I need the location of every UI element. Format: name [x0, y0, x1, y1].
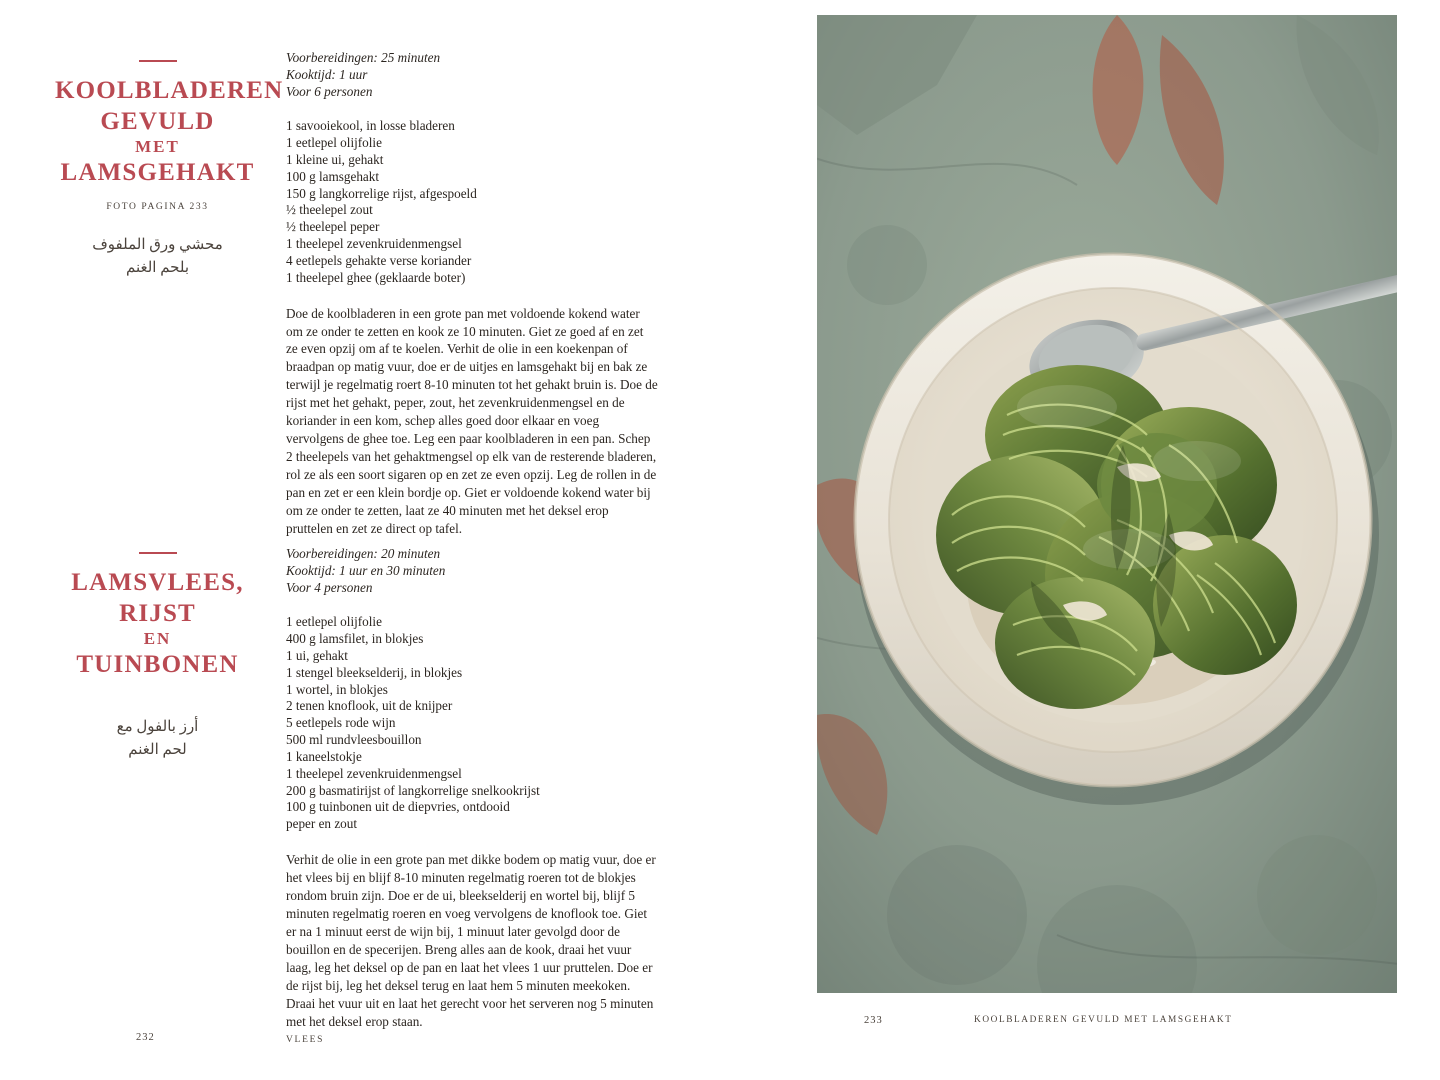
- arabic-title-1-line-1: محشي ورق الملفوف: [92, 237, 223, 254]
- right-page: [752, 0, 1440, 1080]
- recipe-body-1: [286, 50, 658, 538]
- ingredient-item: ½ theelepel peper: [286, 219, 380, 235]
- recipe-title-block-2: [55, 552, 260, 763]
- ingredient-item: 1 kaneelstokje: [286, 748, 362, 764]
- recipe-1-cook-time: Kooktijd: 1 uur: [286, 66, 368, 82]
- arabic-title-1-line-2: بلحم الغنم: [125, 260, 190, 277]
- ingredient-item: 4 eetlepels gehakte verse koriander: [286, 252, 472, 268]
- recipe-body-2: [286, 546, 658, 1031]
- recipe-title-1-line-4: LAMSGEHAKT: [60, 158, 255, 186]
- recipe-title-1-line-2: GEVULD: [100, 107, 215, 135]
- ingredient-item: 1 theelepel zevenkruidenmengsel: [286, 765, 462, 781]
- ingredient-item: 1 kleine ui, gehakt: [286, 151, 384, 167]
- arabic-title-2: [55, 716, 260, 763]
- ingredient-item: 1 eetlepel olijfolie: [286, 614, 382, 630]
- page-number-left: 232: [136, 1032, 155, 1043]
- recipe-title-1-line-1: KOOLBLADEREN: [55, 77, 284, 104]
- recipe-title-2: [55, 568, 260, 680]
- photo-caption: KOOLBLADEREN GEVULD MET LAMSGEHAKT: [974, 1015, 1233, 1025]
- recipe-1-ingredients: [286, 118, 658, 286]
- recipe-title-2-line-1: LAMSVLEES,: [71, 569, 244, 596]
- ingredient-item: 200 g basmatirijst of langkorrelige snelkookrijst: [286, 782, 540, 798]
- recipe-title-2-line-3: EN: [143, 629, 172, 648]
- recipe-1-prep-time: Voorbereidingen: 25 minuten: [286, 50, 441, 65]
- ingredient-item: 2 tenen knoflook, uit de knijper: [286, 698, 453, 714]
- arabic-title-2-line-1: أرز بالفول مع: [116, 719, 199, 736]
- ingredient-item: 1 theelepel ghee (geklaarde boter): [286, 269, 466, 285]
- recipe-title-2-line-2: RIJST: [119, 599, 196, 627]
- recipe-2-servings: Voor 4 personen: [286, 579, 373, 595]
- recipe-photo: [817, 15, 1397, 993]
- ingredient-item: 1 savooiekool, in losse bladeren: [286, 118, 455, 134]
- ingredient-item: peper en zout: [286, 816, 358, 832]
- photo-reference-1: FOTO PAGINA 233: [106, 202, 209, 213]
- titles-column: [55, 0, 284, 1080]
- arabic-title-1: [55, 234, 260, 281]
- recipe-1-meta: [286, 50, 658, 100]
- ingredient-item: 100 g tuinbonen uit de diepvries, ontdooid: [286, 799, 510, 815]
- recipe-2-method: Verhit de olie in een grote pan met dikke bodem op matig vuur, doe er het vlees bij en blijf 8-10 minuten regelmatig roeren tot de blokjes rondom bruin zijn. Doe er de ui, bleekselderij en wortel bij, blijf 5 minuten regelmatig roeren en voeg vervolgens de knoflook toe. Giet er na 1 minuut eerst de wijn bij, 1 minuut later gevolgd door de bouillon en de specerijen. Breng alles aan de kook, draai het vuur laag, leg het deksel op de pan en laat het vlees 1 uur pruttelen. Doe er de rijst bij, leg het deksel terug en laat hem 5 minuten meekoken. Draai het vuur uit en laat het gerecht voor het serveren nog 5 minuten met het deksel erop staan.: [286, 852, 656, 1029]
- ingredient-item: 1 eetlepel olijfolie: [286, 135, 382, 151]
- recipe-title-2-line-4: TUINBONEN: [76, 650, 239, 678]
- ingredient-item: 5 eetlepels rode wijn: [286, 715, 396, 731]
- title-rule: [139, 552, 177, 554]
- section-label-left: VLEES: [286, 1035, 325, 1045]
- recipe-title-1-line-3: MET: [135, 137, 180, 156]
- recipe-2-ingredients: [286, 614, 658, 833]
- recipe-2-prep-time: Voorbereidingen: 20 minuten: [286, 546, 441, 561]
- ingredient-item: 500 ml rundvleesbouillon: [286, 732, 422, 748]
- ingredient-item: ½ theelepel zout: [286, 202, 373, 218]
- ingredient-item: 1 ui, gehakt: [286, 647, 348, 663]
- ingredient-item: 100 g lamsgehakt: [286, 168, 380, 184]
- page-number-right: 233: [864, 1015, 883, 1026]
- ingredient-item: 1 wortel, in blokjes: [286, 681, 388, 697]
- recipe-2-meta: [286, 546, 658, 596]
- recipe-2-cook-time: Kooktijd: 1 uur en 30 minuten: [286, 562, 446, 578]
- ingredient-item: 1 theelepel zevenkruidenmengsel: [286, 236, 462, 252]
- title-rule: [139, 60, 177, 62]
- arabic-title-2-line-2: لحم الغنم: [128, 742, 187, 759]
- ingredient-item: 400 g lamsfilet, in blokjes: [286, 631, 424, 647]
- recipe-1-servings: Voor 6 personen: [286, 83, 373, 99]
- recipe-title-1: [55, 76, 284, 188]
- recipe-title-block-1: [55, 60, 284, 281]
- ingredient-item: 150 g langkorrelige rijst, afgespoeld: [286, 185, 477, 201]
- ingredient-item: 1 stengel bleekselderij, in blokjes: [286, 664, 463, 680]
- body-column: [286, 0, 658, 1080]
- recipe-1-method: Doe de koolbladeren in een grote pan met voldoende kokend water om ze onder te zetten en kook ze 10 minuten. Giet ze goed af en zet ze even opzij om af te koelen. Verhit de olie in een koekenpan of braadpan op matig vuur, doe er de uitjes en lamsgehakt bij en bak ze terwijl je regelmatig roert 8-10 minuten tot het gehakt bruin is. Doe de rijst met het gehakt, peper, zout, het zevenkruidenmengsel en de koriander in een kom, schep alles goed door elkaar en voeg vervolgens de ghee toe. Leg een paar koolbladeren in een pan. Schep 2 theelepels van het gehaktmengsel op elk van de resterende bladeren, rol ze als een soort sigaren op en zet ze even opzij. Leg de rollen in de pan en zet er een klein bordje op. Giet er voldoende kokend water bij om ze onder te zetten, laat ze 40 minuten met het deksel erop pruttelen en zet ze direct op tafel.: [286, 305, 658, 537]
